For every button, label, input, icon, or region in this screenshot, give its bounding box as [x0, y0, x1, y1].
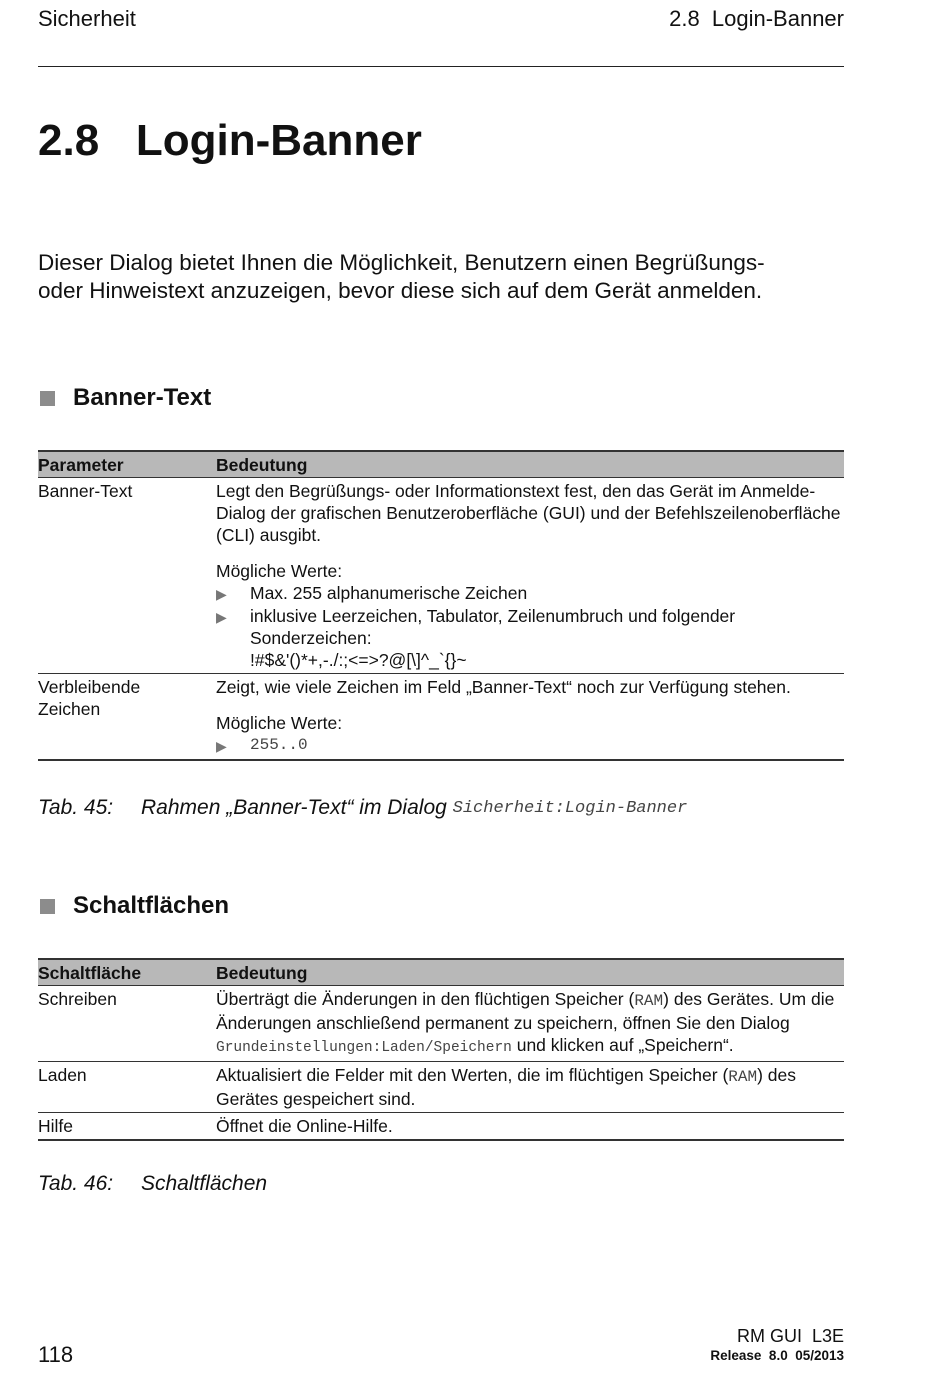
intro-line-2: oder Hinweistext anzuzeigen, bevor diese sich auf dem Gerät anmelden.: [38, 278, 763, 303]
running-header-right: 2.8 Login-Banner: [669, 6, 844, 31]
header-rule: [38, 66, 844, 67]
param-name-line-1: Verbleibende: [38, 677, 141, 697]
square-bullet-icon: [40, 899, 55, 914]
special-characters: !#$&'()*+,-./:;<=>?@[\]^_`{}~: [250, 650, 467, 670]
desc-part: und klicken auf „Speichern“.: [511, 1035, 734, 1055]
square-bullet-icon: [40, 391, 55, 406]
table-caption-46: [38, 1172, 267, 1196]
section-title-text: Banner-Text: [73, 384, 212, 411]
caption-label: Tab. 45:: [38, 796, 114, 819]
intro-line-1: Dieser Dialog bietet Ihnen die Möglichkeit, Benutzern einen Begrüßungs-: [38, 250, 765, 275]
desc-part: ) des Gerätes gespeichert sind.: [216, 1065, 796, 1109]
caption-label: Tab. 46:: [38, 1172, 114, 1195]
caption-text: Schaltflächen: [141, 1172, 268, 1195]
value-text: Max. 255 alphanumerische Zeichen: [250, 583, 528, 603]
table-header-row: [38, 959, 844, 986]
column-header-parameter: Parameter: [38, 451, 216, 478]
button-name: Hilfe: [38, 1113, 216, 1141]
triangle-bullet-icon: ▶: [216, 609, 227, 625]
values-label: Mögliche Werte:: [216, 561, 343, 581]
ram-term: RAM: [728, 1068, 758, 1086]
column-header-bedeutung: Bedeutung: [216, 959, 844, 986]
section-title-text: Schaltflächen: [73, 892, 230, 919]
table-row: [38, 478, 844, 674]
value-text-main: inklusive Leerzeichen, Tabulator, Zeilenumbruch und folgender Sonderzeichen:: [250, 606, 736, 648]
section-title-banner-text: [40, 384, 211, 412]
description-text: Zeigt, wie viele Zeichen im Feld „Banner-Text“ noch zur Verfügung stehen.: [216, 677, 791, 697]
table-row: [38, 1113, 844, 1141]
chapter-title: 2.8 Login-Banner: [38, 116, 422, 165]
release-info: Release 8.0 05/2013: [710, 1348, 844, 1363]
page-number: 118: [38, 1342, 74, 1367]
column-header-bedeutung: Bedeutung: [216, 451, 844, 478]
button-name: Laden: [38, 1062, 216, 1113]
button-description: [216, 986, 844, 1062]
button-name: Schreiben: [38, 986, 216, 1062]
list-item: [216, 734, 844, 757]
button-description: [216, 1062, 844, 1113]
ram-term: RAM: [634, 992, 664, 1010]
description-text: Legt den Begrüßungs- oder Informationstext fest, den das Gerät im Anmelde-Dialog der grafischen Benutzeroberfläche (GUI) und der Befehlszeilenoberfläche (CLI) ausgibt.: [216, 481, 841, 545]
table-row: [38, 986, 844, 1062]
param-description: [216, 674, 844, 761]
button-description: Öffnet die Online-Hilfe.: [216, 1113, 844, 1141]
banner-text-table: [38, 450, 844, 761]
caption-text: Rahmen „Banner-Text“ im Dialog: [141, 796, 453, 819]
values-label: Mögliche Werte:: [216, 713, 343, 733]
table-row: [38, 674, 844, 761]
param-name: Banner-Text: [38, 478, 216, 674]
table-caption-45: [38, 796, 687, 820]
desc-part: Aktualisiert die Felder mit den Werten, die im flüchtigen Speicher (: [216, 1065, 729, 1085]
list-item: [216, 605, 844, 671]
list-item: [216, 582, 844, 605]
triangle-bullet-icon: ▶: [216, 586, 227, 602]
column-header-schaltflaeche: Schaltfläche: [38, 959, 216, 986]
dialog-path: Grundeinstellungen:Laden/Speichern: [216, 1040, 512, 1056]
desc-part: ) des Gerätes. Um die Änderungen anschließend permanent zu speichern, öffnen Sie den Dialog: [216, 989, 835, 1033]
running-header-left: Sicherheit: [38, 6, 136, 31]
value-text: [250, 605, 844, 671]
desc-part: Überträgt die Änderungen in den flüchtigen Speicher (: [216, 989, 635, 1009]
buttons-table: [38, 958, 844, 1141]
param-description: [216, 478, 844, 674]
value-range: 255..0: [250, 736, 308, 754]
table-header-row: [38, 451, 844, 478]
caption-dialog-path: Sicherheit:Login-Banner: [452, 798, 688, 818]
param-name-line-2: Zeichen: [38, 699, 101, 719]
table-row: [38, 1062, 844, 1113]
section-title-schaltflaechen: [40, 892, 229, 920]
document-id: RM GUI L3E: [736, 1326, 844, 1346]
triangle-bullet-icon: ▶: [216, 738, 227, 754]
intro-paragraph: [38, 249, 844, 305]
param-name: [38, 674, 216, 761]
